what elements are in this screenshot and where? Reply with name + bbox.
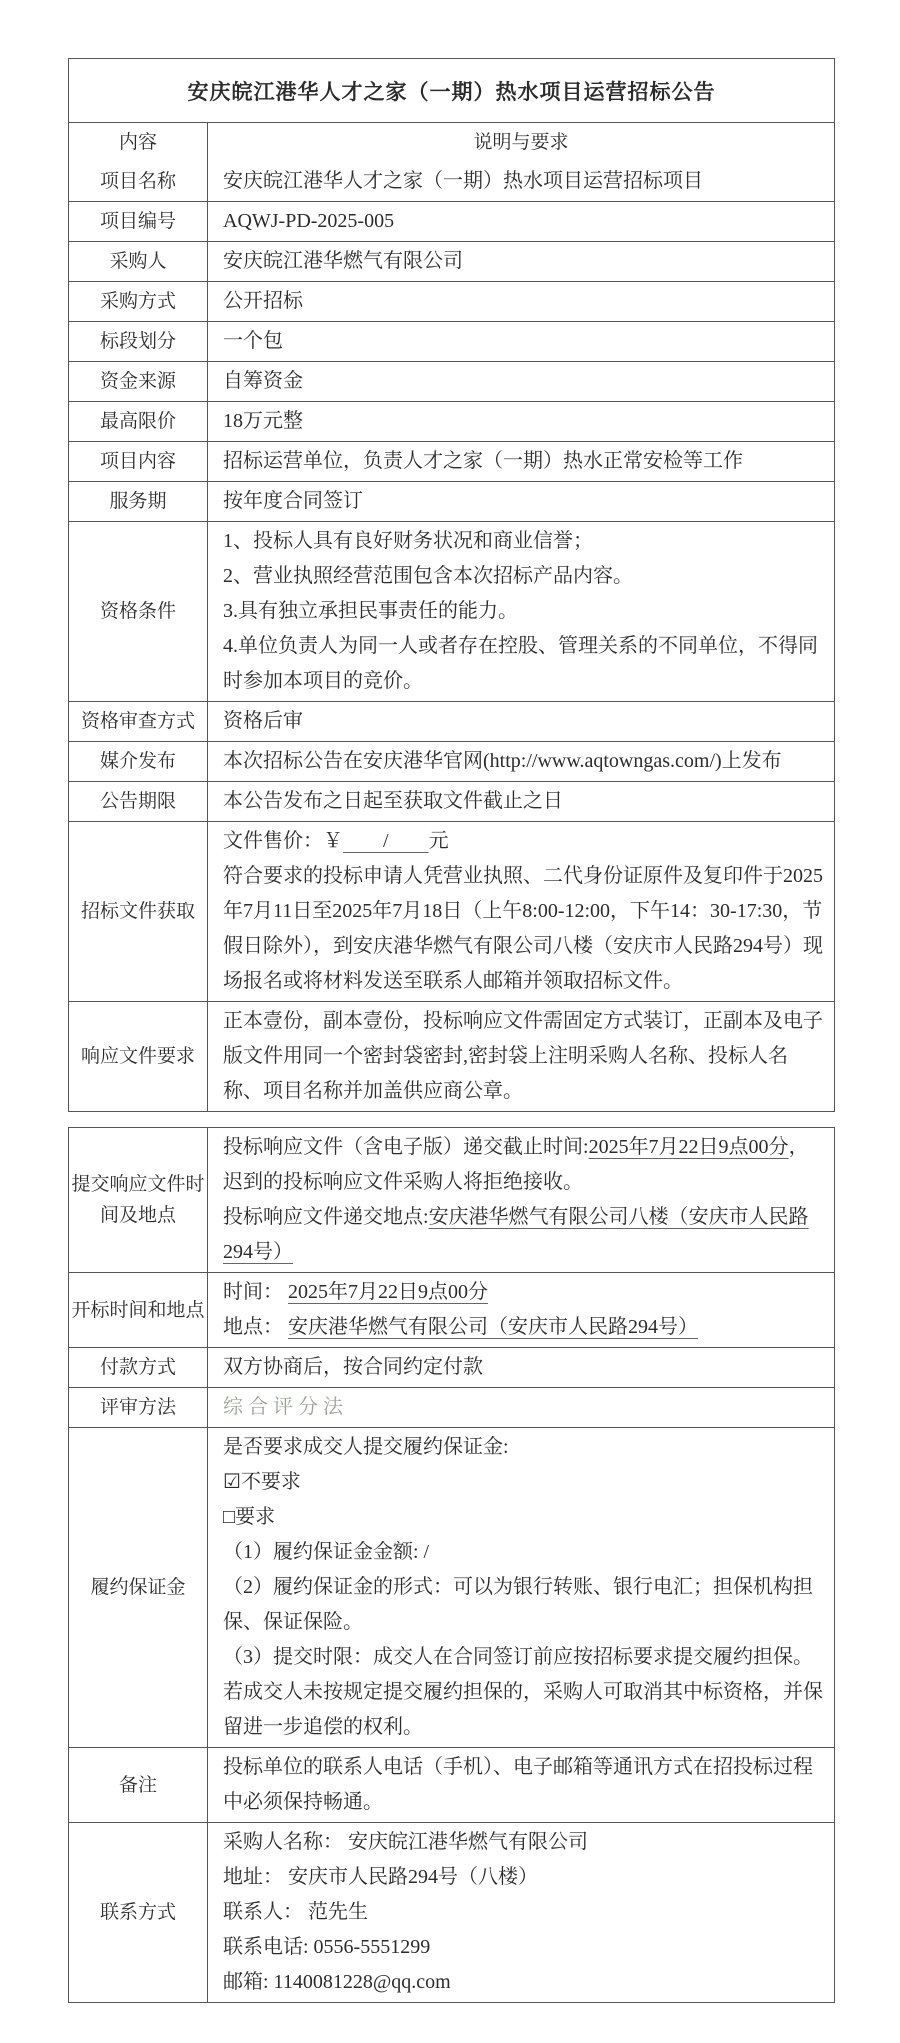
text-line [223,1895,824,1930]
text-segment: 安庆皖江港华人才之家（一期）热水项目运营招标项目 [223,170,703,192]
text-line [223,1825,824,1860]
text-line [223,824,824,859]
row-value [208,742,834,781]
text-segment: 联系人： 范先生 [223,1901,368,1923]
text-segment: 符合要求的投标申请人凭营业执照、二代身份证原件及复印件于2025年7月11日至2025年7月18日（上午8:00-12:00，下午14：30-17:30，节假日除外），到安庆港华燃气有限公司八楼（安庆市人民路294号）现场报名或将材料发送至联系人邮箱并领取招标文件。 [223,865,823,992]
text-line [223,164,824,199]
text-segment: 安庆港华燃气有限公司（安庆市人民路294号） [288,1316,698,1338]
row-value [208,1348,834,1387]
row-label: 资格审查方式 [69,702,208,741]
text-segment: 18万元整 [223,410,303,432]
row-value [208,442,834,481]
submission-row-performance-bond [69,1427,834,1747]
row-value [208,1388,834,1427]
text-segment: 联系电话: 0556-5551299 [223,1936,431,1958]
row-value [208,822,834,1001]
text-line [223,559,824,594]
text-line [223,1200,824,1270]
text-segment: 采购人名称： 安庆皖江港华燃气有限公司 [223,1831,588,1853]
text-segment: 正本壹份，副本壹份，投标响应文件需固定方式装订，正副本及电子版文件用同一个密封袋密封,密封袋上注明采购人名称、投标人名称、项目名称并加盖供应商公章。 [223,1010,823,1102]
text-segment: 双方协商后，按合同约定付款 [223,1356,483,1378]
text-segment: （1）履约保证金金额: / [223,1541,430,1563]
row-value [208,1428,834,1747]
text-segment: 按年度合同签订 [223,490,363,512]
text-line [223,1465,824,1500]
submission-row-submission-time-place [69,1128,834,1272]
text-segment: 时间： [223,1281,288,1303]
text-segment: 本公告发布之日起至获取文件截止之日 [223,790,563,812]
text-line [223,1965,824,2000]
submission-row-opening-time-place [69,1272,834,1347]
text-line [223,524,824,559]
announcement-row-response-document-requirement [69,1001,834,1111]
text-segment: 地点： [223,1316,288,1338]
text-segment: 是否要求成交人提交履约保证金: [223,1436,509,1458]
title-row [69,59,834,122]
row-value [208,202,834,241]
announcement-row-qualification-review [69,701,834,741]
text-line [223,1130,824,1200]
text-segment: 安庆皖江港华燃气有限公司 [223,250,463,272]
row-label: 联系方式 [69,1823,208,2002]
text-segment: 2025年7月22日9点00分 [288,1281,488,1303]
submission-row-remarks [69,1747,834,1822]
row-value [208,402,834,441]
text-line [223,1390,824,1425]
text-segment: 地址： 安庆市人民路294号（八楼） [223,1866,538,1888]
announcement-row-project-content [69,441,834,481]
row-label: 公告期限 [69,782,208,821]
row-label: 备注 [69,1748,208,1822]
row-label: 采购人 [69,242,208,281]
row-label: 资金来源 [69,362,208,401]
text-line [223,404,824,439]
row-label: 提交响应文件时间及地点 [69,1128,208,1272]
text-line [223,364,824,399]
checkbox-unchecked-icon: □ [223,1506,236,1528]
row-value [208,362,834,401]
text-segment: 安庆港华燃气有限公司八楼（安庆市人民路294号） [223,1206,809,1263]
text-segment: ，迟到的投标响应文件采购人将拒绝接收。 [223,1136,809,1193]
row-value [208,162,834,201]
checkbox-checked-icon: ☑ [223,1471,241,1493]
row-value [208,1273,834,1347]
row-label: 响应文件要求 [69,1002,208,1111]
row-value [208,782,834,821]
text-line [223,444,824,479]
announcement-row-project-number [69,201,834,241]
row-value [208,1748,834,1822]
text-line [223,1860,824,1895]
row-value [208,1002,834,1111]
row-label: 招标文件获取 [69,822,208,1001]
row-label: 资格条件 [69,522,208,701]
text-line [223,1310,824,1345]
row-label: 项目名称 [69,162,208,201]
text-line [223,1430,824,1465]
row-label: 标段划分 [69,322,208,361]
text-segment: 元 [428,830,449,852]
text-segment: （3）提交时限：成交人在合同签订前应按招标要求提交履约担保。若成交人未按规定提交履约担保的，采购人可取消其中标资格，并保留进一步追偿的权利。 [223,1646,823,1738]
text-line [223,859,824,999]
document-title: 安庆皖江港华人才之家（一期）热水项目运营招标公告 [187,79,716,104]
text-segment: 4.单位负责人为同一人或者存在控股、管理关系的不同单位，不得同时参加本项目的竞价。 [223,635,818,692]
announcement-row-bid-document-acquisition [69,821,834,1001]
text-line [223,1350,824,1385]
text-line [223,1275,824,1310]
row-label: 开标时间和地点 [69,1273,208,1347]
text-segment: 一个包 [223,330,283,352]
announcement-table [68,58,835,1112]
text-line [223,744,824,779]
row-value [208,482,834,521]
text-segment: AQWJ-PD-2025-005 [223,210,395,232]
text-segment: 公开招标 [223,290,303,312]
row-value [208,522,834,701]
announcement-row-max-price [69,401,834,441]
text-line [223,1930,824,1965]
table-gap [68,1112,835,1127]
text-line [223,324,824,359]
text-line [223,244,824,279]
text-segment: 要求 [235,1506,276,1528]
row-label: 评审方法 [69,1388,208,1427]
announcement-row-media-release [69,741,834,781]
text-segment: 不要求 [240,1471,301,1493]
row-value [208,242,834,281]
announcement-row-procurement-method [69,281,834,321]
text-line [223,629,824,699]
row-label: 项目编号 [69,202,208,241]
table-header-row [69,122,834,162]
submission-table [68,1127,835,2003]
submission-table-rows [69,1128,834,2002]
text-segment: （2）履约保证金的形式：可以为银行转账、银行电汇；担保机构担保、保证保险。 [223,1576,813,1633]
text-segment: 3.具有独立承担民事责任的能力。 [223,600,518,622]
text-segment: 投标响应文件递交地点: [223,1206,429,1228]
text-line [223,784,824,819]
row-label: 媒介发布 [69,742,208,781]
text-segment: 文件售价：￥ [223,830,343,852]
text-segment: 招标运营单位，负责人才之家（一期）热水正常安检等工作 [223,450,743,472]
text-segment: 邮箱: 1140081228@qq.com [223,1971,451,1993]
row-label: 服务期 [69,482,208,521]
row-label: 履约保证金 [69,1428,208,1747]
text-line [223,204,824,239]
announcement-row-lot-division [69,321,834,361]
announcement-row-funding-source [69,361,834,401]
row-label: 最高限价 [69,402,208,441]
text-segment: 资格后审 [223,710,303,732]
row-value [208,702,834,741]
text-segment: 2025年7月22日9点00分 [588,1136,789,1158]
text-line [223,484,824,519]
text-segment: 本次招标公告在安庆港华官网(http://www.aqtowngas.com/)上发布 [223,750,782,772]
text-line [223,1004,824,1109]
text-line [223,1640,824,1745]
row-label: 采购方式 [69,282,208,321]
row-label: 付款方式 [69,1348,208,1387]
announcement-row-project-name [69,162,834,201]
text-segment: 综合评分法 [223,1396,348,1418]
text-segment: 1、投标人具有良好财务状况和商业信誉； [223,530,593,552]
announcement-row-announcement-period [69,781,834,821]
submission-row-payment-method [69,1347,834,1387]
announcement-table-rows [69,162,834,1111]
row-value [208,1823,834,2002]
text-line [223,704,824,739]
announcement-row-qualification [69,521,834,701]
submission-row-contact-info [69,1822,834,2002]
text-line [223,284,824,319]
row-value [208,322,834,361]
text-line [223,1570,824,1640]
text-line [223,1750,824,1820]
text-segment: 投标响应文件（含电子版）递交截止时间: [223,1136,589,1158]
announcement-row-purchaser [69,241,834,281]
text-line [223,594,824,629]
text-segment: 投标单位的联系人电话（手机）、电子邮箱等通讯方式在招投标过程中必须保持畅通。 [223,1756,813,1813]
text-segment: / [343,830,429,852]
text-line [223,1535,824,1570]
header-content-column: 内容 [69,123,208,162]
row-value [208,282,834,321]
header-description-column: 说明与要求 [473,132,569,153]
announcement-row-service-period [69,481,834,521]
row-value [208,1128,834,1272]
text-line [223,1500,824,1535]
text-segment: 自筹资金 [223,370,303,392]
row-label: 项目内容 [69,442,208,481]
text-segment: 2、营业执照经营范围包含本次招标产品内容。 [223,565,633,587]
submission-row-evaluation-method [69,1387,834,1427]
